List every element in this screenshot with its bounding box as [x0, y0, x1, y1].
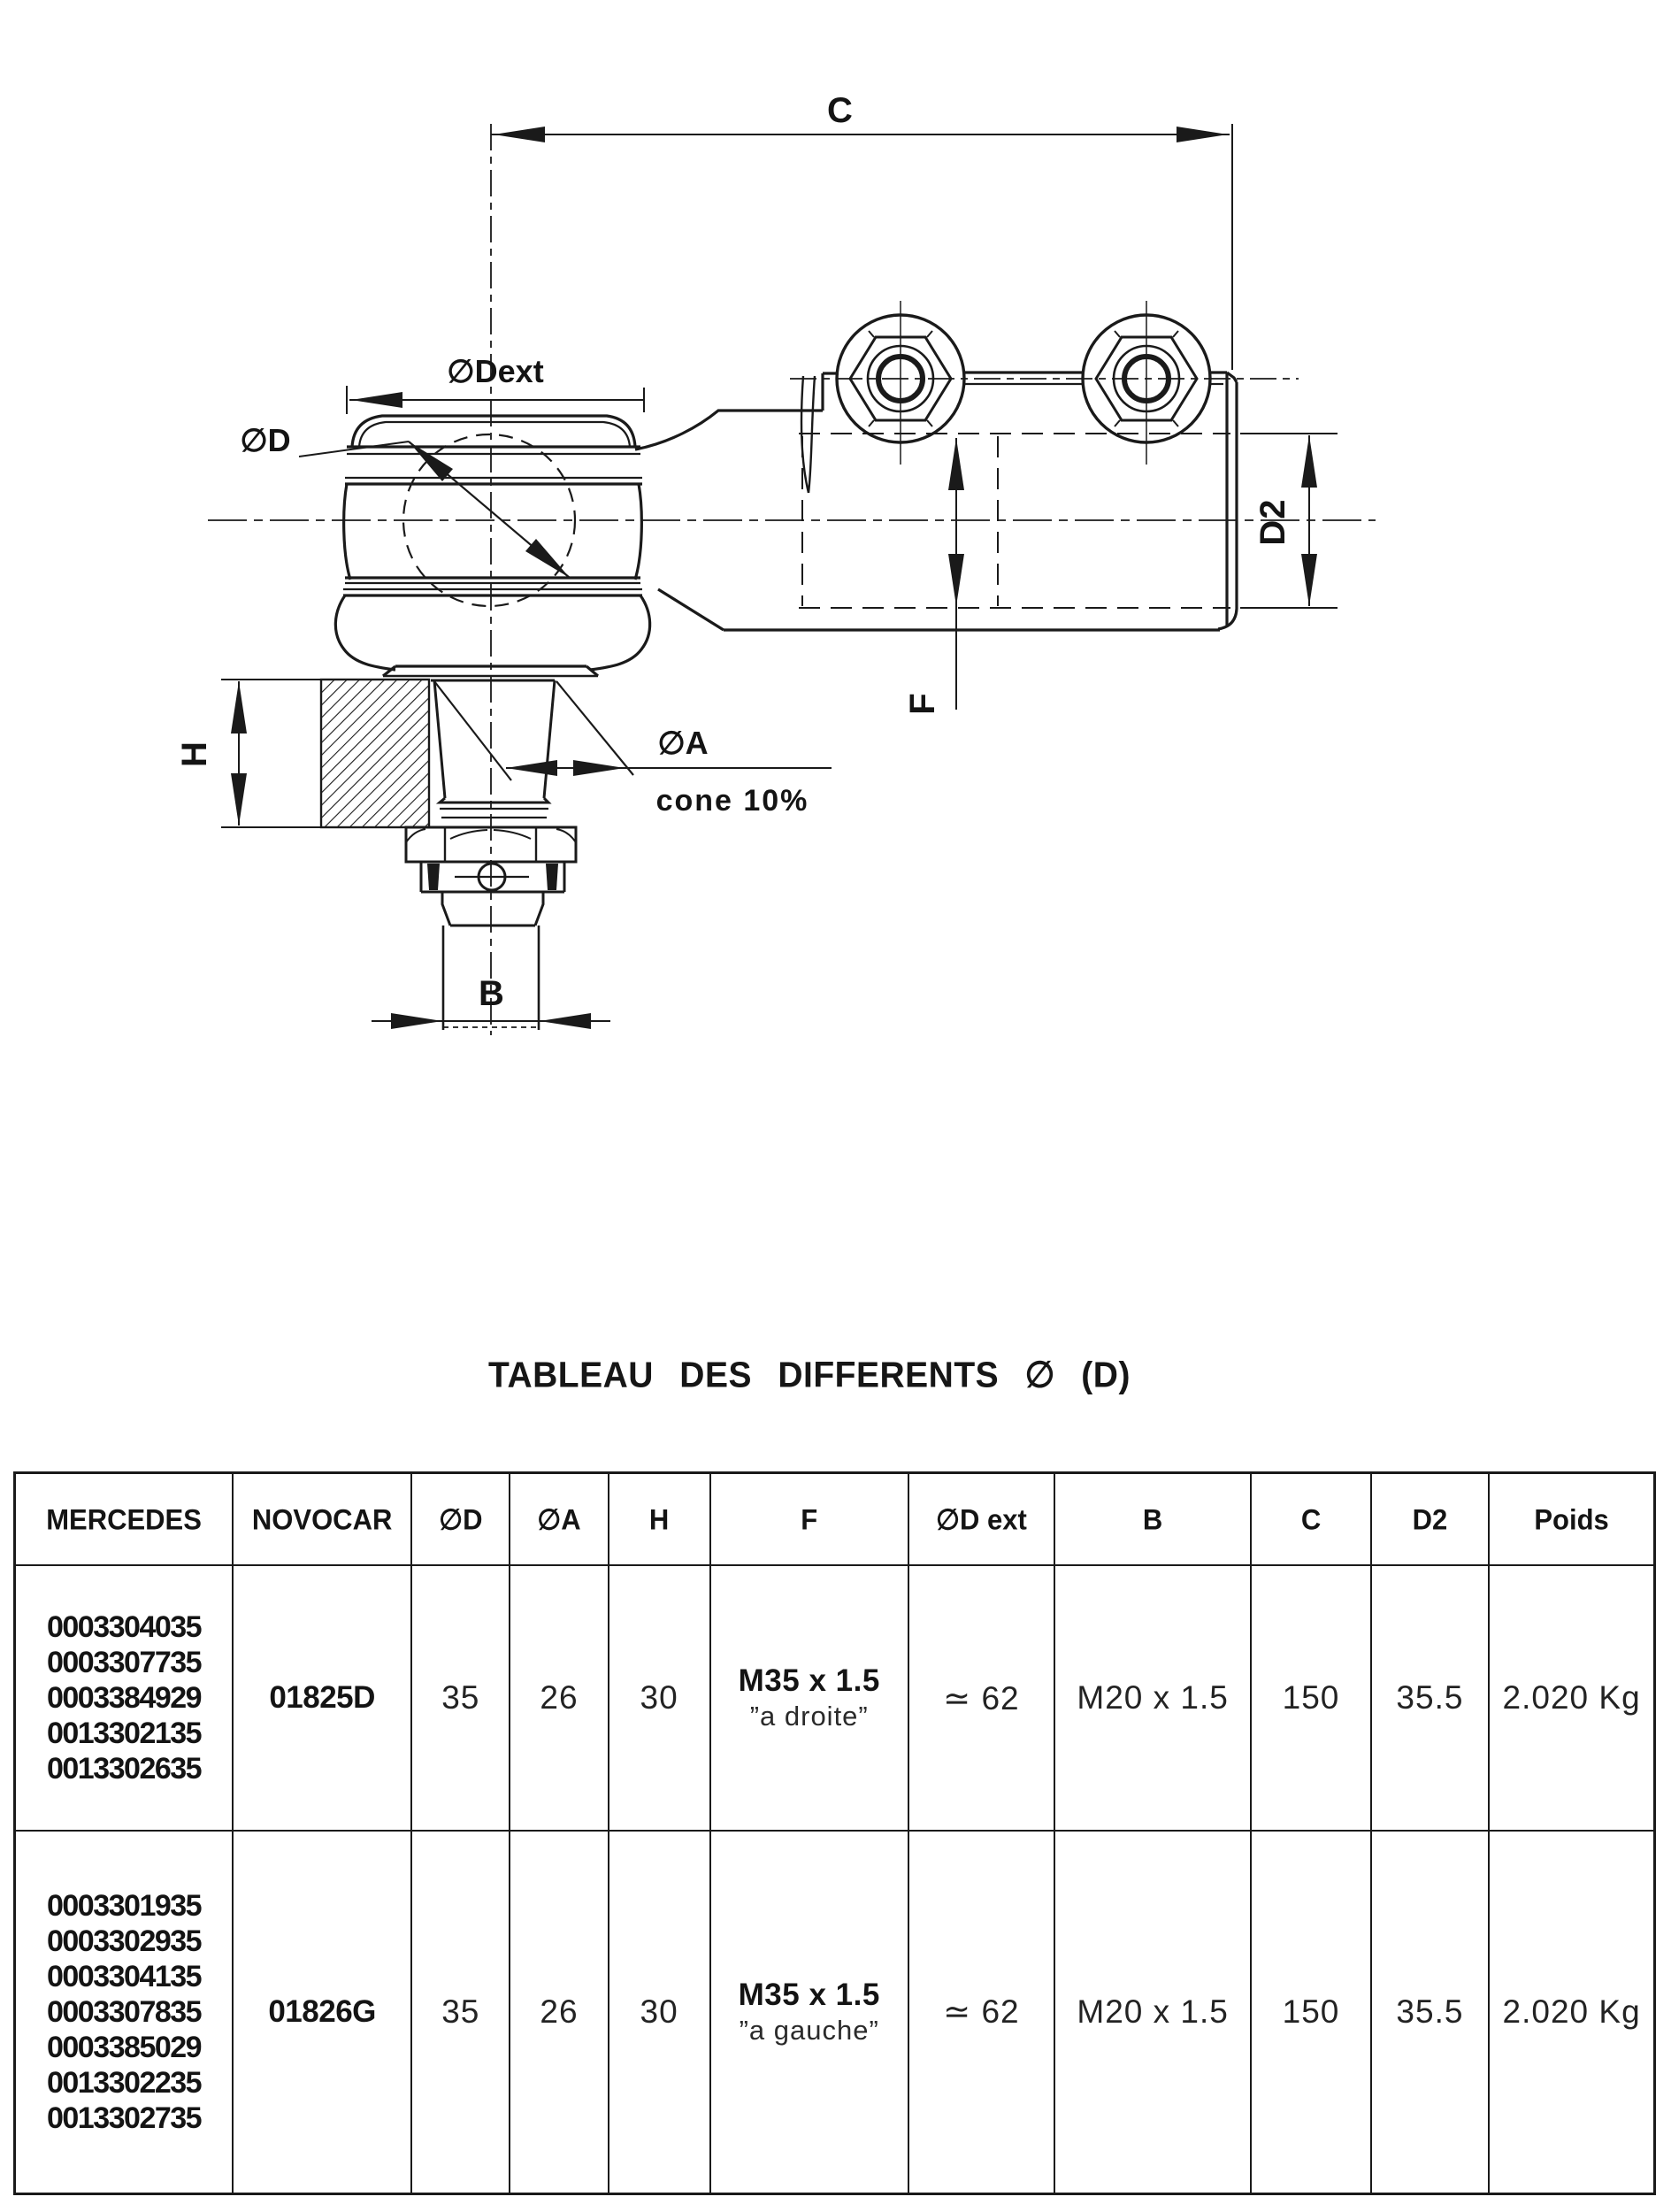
thread-direction: ”a droite” [749, 1701, 869, 1732]
label-f: F [903, 692, 942, 715]
thread-spec: M35 x 1.5 [738, 1977, 880, 2012]
col-diam-d: ∅D [411, 1471, 510, 1568]
col-novocar: NOVOCAR [233, 1471, 411, 1568]
table-row [15, 1831, 1655, 2193]
ref-number: 0013302135 [46, 1716, 202, 1751]
value-f-2 [710, 1831, 908, 2193]
value-d2-1: 35.5 [1371, 1565, 1489, 1831]
ball-housing [335, 416, 649, 676]
value-c-1: 150 [1251, 1565, 1370, 1831]
thread-spec: M35 x 1.5 [738, 1663, 880, 1698]
col-d2: D2 [1371, 1471, 1489, 1568]
label-d2: D2 [1253, 498, 1292, 546]
ref-number: 0013302235 [46, 2065, 202, 2101]
novocar-ref-1: 01825D [233, 1565, 411, 1831]
value-a-1: 26 [510, 1565, 608, 1831]
value-dext-1: ≃ 62 [908, 1565, 1054, 1831]
col-b: B [1054, 1471, 1251, 1568]
ref-number: 0003301935 [46, 1888, 202, 1924]
center-lines [208, 124, 1376, 1035]
table-row [15, 1565, 1655, 1831]
ref-number: 0003304035 [46, 1609, 202, 1645]
value-d-1: 35 [411, 1565, 510, 1831]
ref-number: 0003302935 [46, 1924, 202, 1959]
dim-a [434, 681, 832, 818]
label-a: ∅A [657, 725, 709, 761]
label-h: H [175, 741, 214, 767]
spec-table [13, 1471, 1656, 2195]
dim-b [372, 974, 610, 1029]
value-d-2: 35 [411, 1831, 510, 2193]
ref-number: 0013302635 [46, 1751, 202, 1786]
ref-number: 0013302735 [46, 2101, 202, 2136]
label-cone: cone 10% [655, 784, 809, 818]
value-h-1: 30 [609, 1565, 710, 1831]
value-h-2: 30 [609, 1831, 710, 2193]
value-poids-1: 2.020 Kg [1489, 1565, 1654, 1831]
value-b-1: M20 x 1.5 [1054, 1565, 1251, 1831]
col-c: C [1251, 1471, 1370, 1568]
ref-number: 0003307735 [46, 1645, 202, 1680]
value-a-2: 26 [510, 1831, 608, 2193]
value-b-2: M20 x 1.5 [1054, 1831, 1251, 2193]
mercedes-refs-2 [15, 1831, 234, 2193]
value-poids-2: 2.020 Kg [1489, 1831, 1654, 2193]
col-h: H [609, 1471, 710, 1568]
header-row [15, 1473, 1655, 1566]
label-d: ∅D [240, 422, 291, 458]
col-mercedes: MERCEDES [15, 1471, 234, 1568]
ref-number: 0003385029 [46, 2030, 202, 2065]
ref-number: 0003304135 [46, 1959, 202, 1994]
dim-h [175, 680, 431, 827]
table-title: TABLEAU DES DIFFERENTS ∅ (D) [488, 1355, 1131, 1396]
label-dext: ∅Dext [447, 353, 544, 389]
col-f: F [710, 1471, 908, 1568]
dim-f [903, 438, 964, 715]
value-c-2: 150 [1251, 1831, 1370, 2193]
ref-number: 0003307835 [46, 1994, 202, 2030]
mercedes-refs-1 [15, 1565, 234, 1831]
thread-direction: ”a gauche” [739, 2014, 879, 2046]
col-diam-a: ∅A [510, 1471, 608, 1568]
label-c: C [827, 91, 854, 130]
ref-number: 0003384929 [46, 1680, 202, 1716]
dim-dext [347, 353, 644, 414]
novocar-ref-2: 01826G [233, 1831, 411, 2193]
col-poids: Poids [1489, 1471, 1654, 1568]
col-diam-d-ext: ∅D ext [908, 1471, 1054, 1568]
value-f-1 [710, 1565, 908, 1831]
value-dext-2: ≃ 62 [908, 1831, 1054, 2193]
label-b: B [479, 974, 505, 1013]
value-d2-2: 35.5 [1371, 1831, 1489, 2193]
